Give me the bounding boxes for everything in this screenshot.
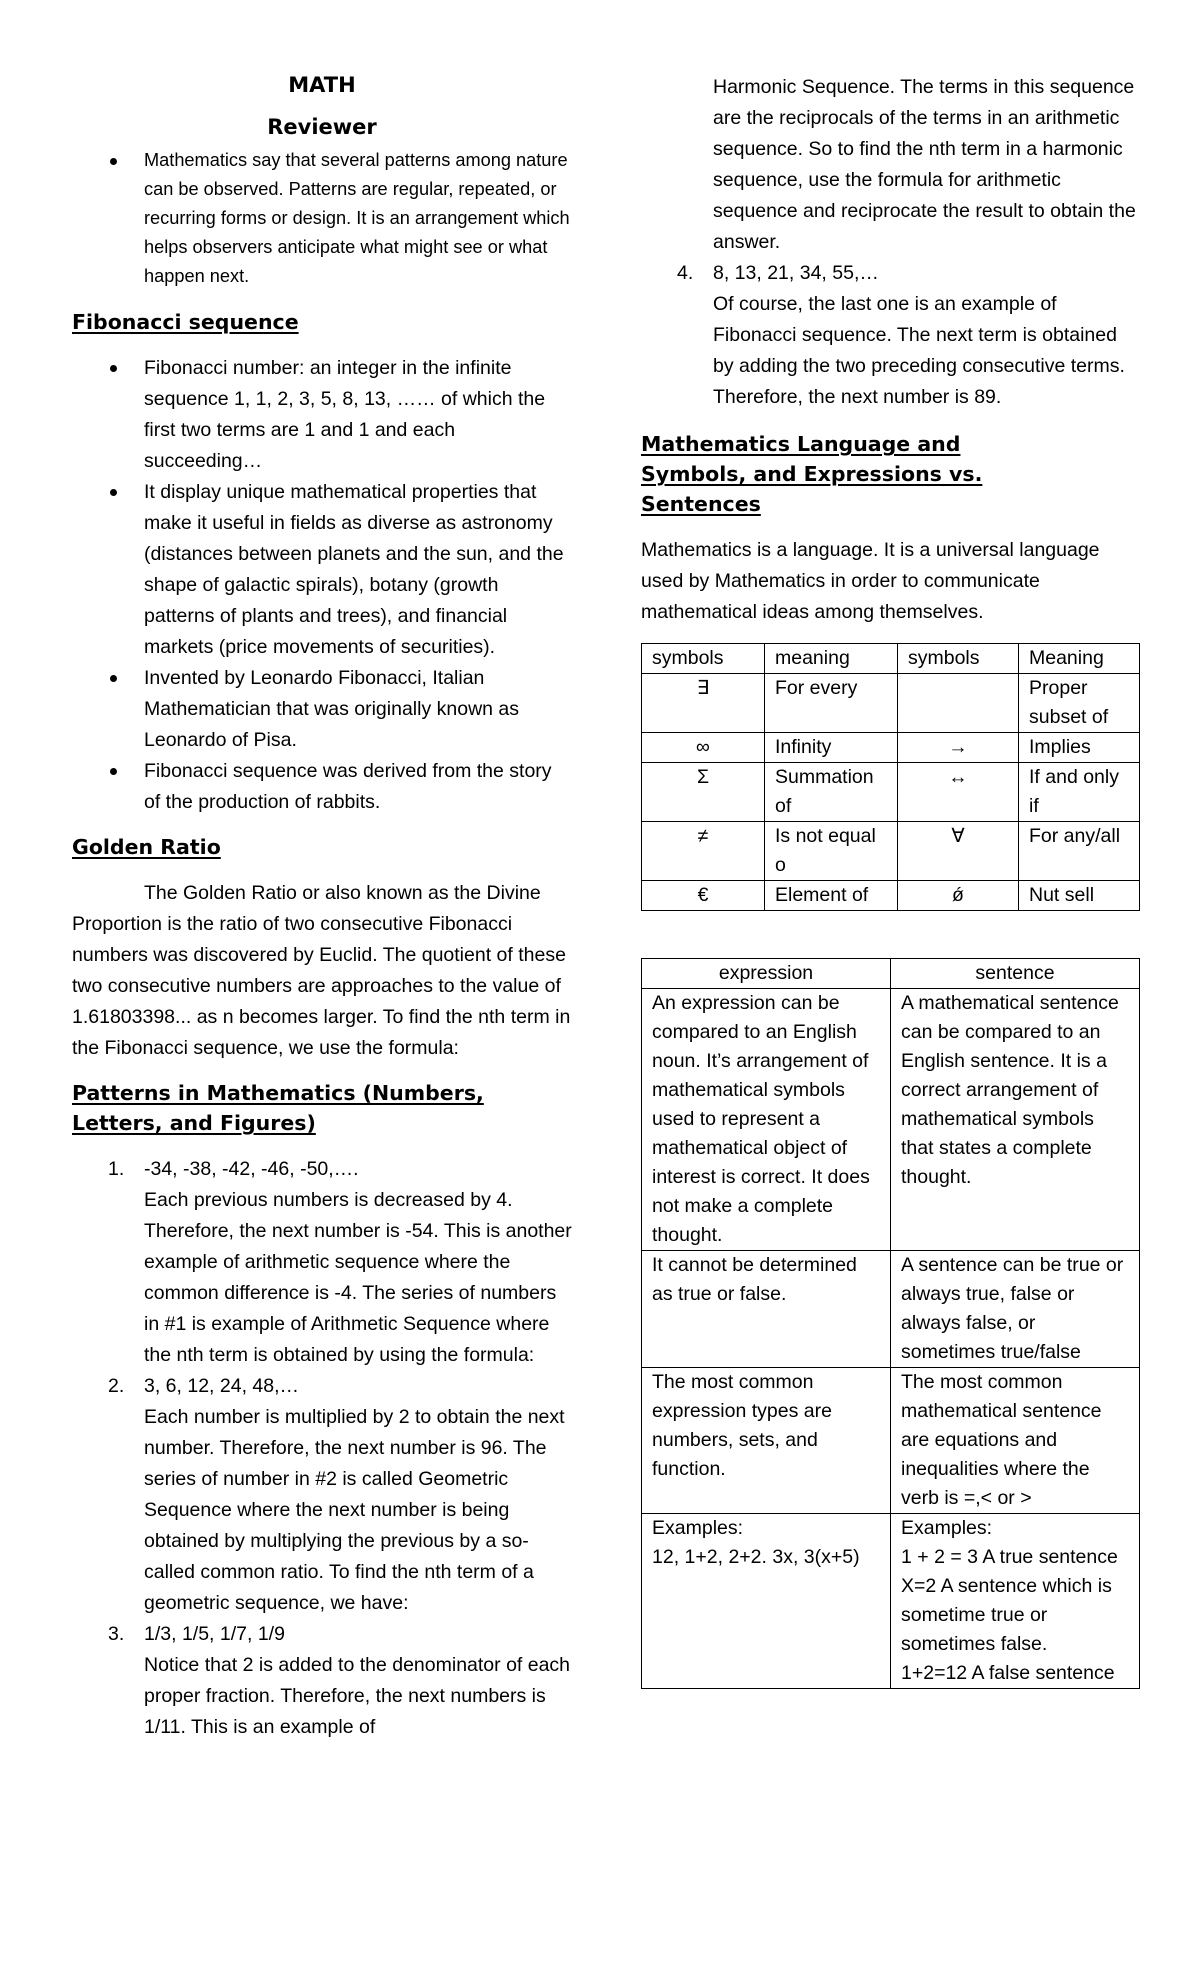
meaning-cell: Infinity	[765, 733, 898, 763]
symbol-cell: ∞	[642, 733, 765, 763]
meaning-col-header: meaning	[765, 644, 898, 674]
expression-examples-value: 12, 1+2, 2+2. 3x, 3(x+5)	[652, 1546, 860, 1568]
symbols-table-row	[642, 674, 1140, 733]
pattern-explanation: Notice that 2 is added to the denominator of each proper fraction. Therefore, the next numbers is 1/11. This is an example of	[144, 1654, 571, 1738]
expression-cell: An expression can be compared to an English noun. It’s arrangement of mathematical symbols used to represent a mathematical object of interest is correct. It does not make a complete thought.	[642, 989, 891, 1251]
language-paragraph: Mathematics is a language. It is a universal language used by Mathematics in order to communicate mathematical ideas among themselves.	[641, 539, 1100, 623]
fibonacci-bullet: Invented by Leonardo Fibonacci, Italian Mathematician that was originally known as Leonardo of Pisa.	[72, 663, 572, 756]
symbols-table	[641, 643, 1140, 911]
meaning-cell: Element of	[765, 881, 898, 911]
pattern-explanation-continued: Harmonic Sequence. The terms in this sequence are the reciprocals of the terms in an arithmetic sequence. So to find the nth term in a harmonic sequence, use the formula for arithmetic sequence and reciprocate the result to obtain the answer.	[713, 76, 1136, 253]
sentence-examples-label: Examples:	[901, 1517, 993, 1539]
language-heading-line1: Mathematics Language and	[641, 432, 961, 456]
fibonacci-list	[72, 353, 572, 818]
pattern-number: 4.	[677, 262, 694, 284]
symbols-table-row	[642, 763, 1140, 822]
meaning-cell: Nut sell	[1019, 881, 1140, 911]
golden-ratio-heading: Golden Ratio	[72, 835, 221, 859]
sentence-example: X=2 A sentence which is sometime true or sometimes false.	[901, 1575, 1112, 1655]
patterns-list	[72, 1154, 572, 1743]
pattern-explanation: Each number is multiplied by 2 to obtain the next number. Therefore, the next number is 96. The series of number in #2 is called Geometric Sequence where the next number is being obtained by multiplying the previous by a so-called common ratio. To find the nth term of a geometric sequence, we have:	[144, 1406, 565, 1614]
symbol-cell: €	[642, 881, 765, 911]
pattern-item-continued	[641, 72, 1139, 258]
expression-table-examples-row	[642, 1514, 1140, 1689]
expression-table-row	[642, 1251, 1140, 1368]
language-heading-line3: Sentences	[641, 492, 761, 516]
pattern-item	[72, 1619, 572, 1743]
expression-examples-label: Examples:	[652, 1517, 744, 1539]
symbol-cell: ǿ	[898, 881, 1019, 911]
symbol-cell: Σ	[642, 763, 765, 822]
expression-cell: The most common expression types are numbers, sets, and function.	[642, 1368, 891, 1514]
meaning-cell: If and only if	[1019, 763, 1140, 822]
fibonacci-bullet: Fibonacci sequence was derived from the story of the production of rabbits.	[72, 756, 572, 818]
page-subtitle: Reviewer	[267, 115, 377, 139]
meaning-col-header: Meaning	[1019, 644, 1140, 674]
pattern-explanation: Of course, the last one is an example of Fibonacci sequence. The next term is obtained by adding the two preceding consecutive terms. Therefore, the next number is 89.	[713, 293, 1125, 408]
language-heading-line2: Symbols, and Expressions vs.	[641, 462, 983, 486]
sentence-example: 1+2=12 A false sentence	[901, 1662, 1115, 1684]
page-title: MATH	[288, 73, 356, 97]
meaning-cell: Summation of	[765, 763, 898, 822]
sentence-example: 1 + 2 = 3 A true sentence	[901, 1546, 1118, 1568]
sentence-examples-cell	[891, 1514, 1140, 1689]
symbols-col-header: symbols	[898, 644, 1019, 674]
fibonacci-bullet: Fibonacci number: an integer in the infinite sequence 1, 1, 2, 3, 5, 8, 13, …… of which the first two terms are 1 and 1 and each succeeding…	[72, 353, 572, 477]
patterns-heading	[72, 1078, 572, 1138]
right-column	[641, 72, 1139, 1689]
pattern-item	[72, 1371, 572, 1619]
pattern-number: 1.	[108, 1158, 125, 1180]
symbol-cell	[898, 674, 1019, 733]
sentence-col-header: sentence	[891, 959, 1140, 989]
sentence-cell: The most common mathematical sentence are equations and inequalities where the verb is =,< or >	[891, 1368, 1140, 1514]
pattern-sequence: -34, -38, -42, -46, -50,….	[144, 1158, 359, 1180]
expression-examples-cell	[642, 1514, 891, 1689]
language-heading	[641, 429, 1139, 519]
sentence-cell: A mathematical sentence can be compared to an English sentence. It is a correct arrangement of mathematical symbols that states a complete thought.	[891, 989, 1140, 1251]
patterns-heading-line2: Letters, and Figures)	[72, 1111, 316, 1135]
symbol-cell: ∃	[642, 674, 765, 733]
meaning-cell: Implies	[1019, 733, 1140, 763]
symbols-col-header: symbols	[642, 644, 765, 674]
expression-sentence-table	[641, 958, 1140, 1689]
meaning-cell: Proper subset of	[1019, 674, 1140, 733]
pattern-number: 2.	[108, 1375, 125, 1397]
meaning-cell: Is not equal o	[765, 822, 898, 881]
symbols-table-row	[642, 881, 1140, 911]
left-column	[72, 70, 572, 1743]
patterns-heading-line1: Patterns in Mathematics (Numbers,	[72, 1081, 484, 1105]
expression-table-row	[642, 989, 1140, 1251]
expression-cell: It cannot be determined as true or false.	[642, 1251, 891, 1368]
expression-table-row	[642, 1368, 1140, 1514]
pattern-number: 3.	[108, 1623, 125, 1645]
symbols-table-row	[642, 733, 1140, 763]
symbol-cell: ≠	[642, 822, 765, 881]
expression-col-header: expression	[642, 959, 891, 989]
patterns-list-continued	[641, 72, 1139, 413]
pattern-sequence: 3, 6, 12, 24, 48,…	[144, 1375, 300, 1397]
pattern-item	[641, 258, 1139, 413]
intro-bullet: Mathematics say that several patterns among nature can be observed. Patterns are regular, repeated, or recurring forms or design. It is an arrangement which helps observers anticipate what might see or what happen next.	[72, 146, 572, 291]
symbol-cell: ↔	[898, 763, 1019, 822]
golden-ratio-paragraph: The Golden Ratio or also known as the Divine Proportion is the ratio of two consecutive Fibonacci numbers was discovered by Euclid. The quotient of these two consecutive numbers are approaches to the value of 1.61803398... as n becomes larger. To find the nth term in the Fibonacci sequence, we use the formula:	[72, 882, 571, 1059]
expression-table-header-row	[642, 959, 1140, 989]
fibonacci-heading: Fibonacci sequence	[72, 310, 299, 334]
symbol-cell: ∀	[898, 822, 1019, 881]
pattern-explanation: Each previous numbers is decreased by 4. Therefore, the next number is -54. This is another example of arithmetic sequence where the common difference is -4. The series of numbers in #1 is example of Arithmetic Sequence where the nth term is obtained by using the formula:	[144, 1189, 572, 1366]
symbol-cell: →	[898, 733, 1019, 763]
meaning-cell: For every	[765, 674, 898, 733]
pattern-sequence: 1/3, 1/5, 1/7, 1/9	[144, 1623, 285, 1645]
meaning-cell: For any/all	[1019, 822, 1140, 881]
pattern-sequence: 8, 13, 21, 34, 55,…	[713, 262, 879, 284]
pattern-item	[72, 1154, 572, 1371]
fibonacci-bullet: It display unique mathematical properties that make it useful in fields as diverse as astronomy (distances between planets and the sun, and the shape of galactic spirals), botany (growth patterns of plants and trees), and financial markets (price movements of securities).	[72, 477, 572, 663]
symbols-table-header-row	[642, 644, 1140, 674]
intro-list	[72, 146, 572, 291]
symbols-table-row	[642, 822, 1140, 881]
sentence-cell: A sentence can be true or always true, false or always false, or sometimes true/false	[891, 1251, 1140, 1368]
